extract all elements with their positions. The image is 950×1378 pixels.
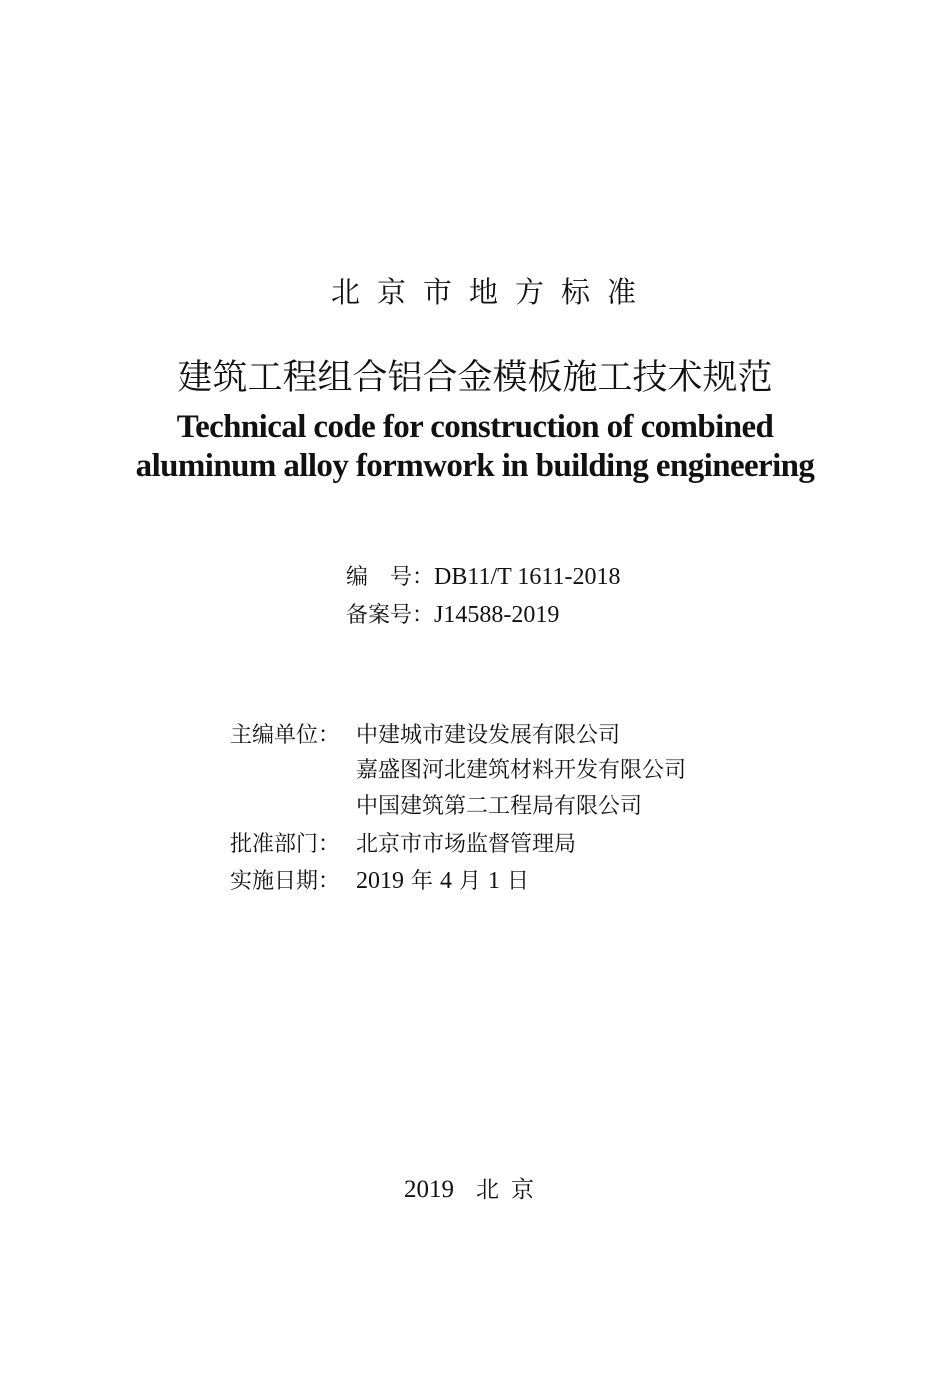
standard-type-heading: 北京市地方标准 (330, 275, 653, 309)
document-title-english-line-1: Technical code for construction of combined (176, 409, 774, 445)
document-title-english-line-2: aluminum alloy formwork in building engineering (135, 448, 815, 484)
effective-date-value (356, 869, 529, 894)
effective-year: 2019 (356, 868, 404, 894)
record-number-value: J14588-2019 (434, 602, 560, 628)
effective-date-label: 实施日期： (230, 869, 341, 894)
standard-number-row (346, 561, 620, 594)
day-unit: 日 (500, 869, 529, 894)
standard-number-label: 编 号： (346, 565, 435, 590)
effective-date-row (230, 865, 529, 898)
standard-number-value: DB11/T 1611-2018 (434, 564, 621, 590)
publication-year: 2019 (404, 1176, 454, 1203)
chief-editor-3: 中国建筑第二工程局有限公司 (356, 794, 643, 819)
record-number-label: 备案号： (346, 603, 435, 628)
approval-department-label: 批准部门： (230, 832, 341, 857)
chief-editor-2: 嘉盛图河北建筑材料开发有限公司 (356, 758, 687, 783)
document-title-chinese: 建筑工程组合铝合金模板施工技术规范 (177, 358, 773, 398)
approval-department-value: 北京市市场监督管理局 (356, 832, 577, 857)
publication-footer (0, 1174, 950, 1206)
chief-editor-row-2 (230, 755, 686, 787)
record-number-row (346, 599, 559, 632)
year-unit: 年 (404, 869, 440, 894)
effective-day: 1 (488, 868, 500, 894)
effective-month: 4 (440, 868, 452, 894)
chief-editor-1: 中建城市建设发展有限公司 (356, 723, 621, 748)
approval-department-row (230, 829, 576, 861)
chief-editor-label: 主编单位： (230, 723, 341, 748)
publication-city: 北京 (476, 1177, 546, 1203)
chief-editor-row (230, 720, 620, 752)
month-unit: 月 (452, 869, 488, 894)
chief-editor-row-3 (230, 791, 642, 823)
